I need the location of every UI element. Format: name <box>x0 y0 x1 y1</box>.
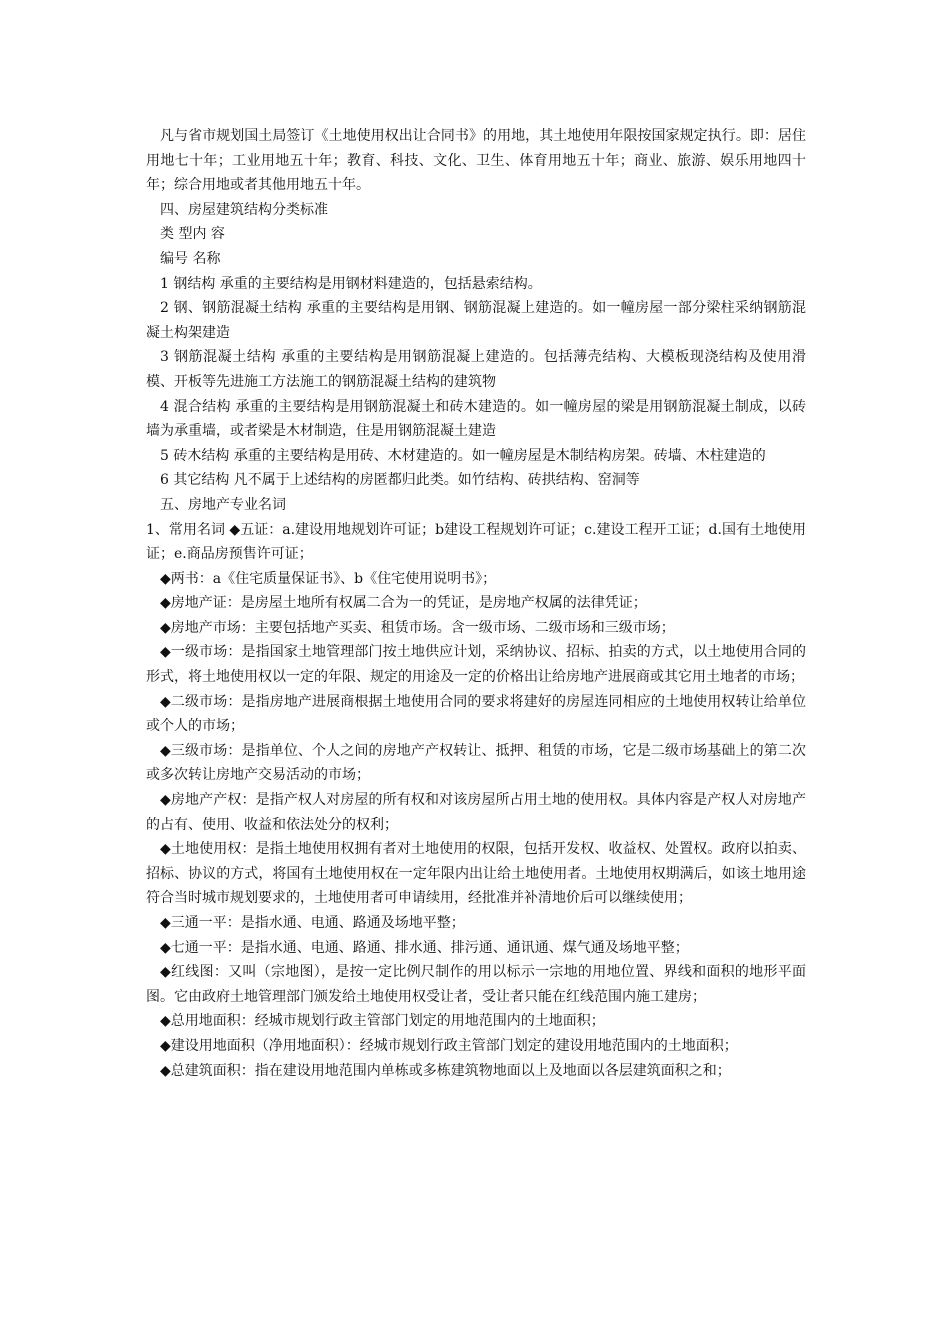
term-five-certificates: 1、常用名词 ◆五证：a.建设用地规划许可证；b建设工程规划许可证；c.建设工程开工证；d.国有土地使用证；e.商品房预售许可证； <box>146 521 806 563</box>
term-property-rights: ◆房地产产权：是指产权人对房屋的所有权和对该房屋所占用土地的使用权。具体内容是产权人对房地产的占有、使用、收益和依法处分的权利； <box>146 792 806 833</box>
term-property-certificate: ◆房地产证：是房屋土地所有权属二合为一的凭证，是房地产权属的法律凭证； <box>160 595 647 612</box>
term-seven-connections: ◆七通一平：是指水通、电通、路通、排水通、排污通、通讯通、煤气通及场地平整； <box>160 939 689 956</box>
term-red-line-map: ◆红线图：又叫（宗地图），是按一定比例尺制作的用以标示一宗地的用地位置、界线和面积的地形平面图。它由政府土地管理部门颁发给土地使用权受让者，受让者只能在红线范围内施工建房； <box>146 964 806 1005</box>
table-header-number-name: 编号 名称 <box>160 250 221 267</box>
structure-item-2: 2 钢、钢筋混凝土结构 承重的主要结构是用钢、钢筋混凝上建造的。如一幢房屋一部分梁柱采纳钢筋混凝土构架建造 <box>146 300 806 341</box>
structure-item-3: 3 钢筋混凝土结构 承重的主要结构是用钢筋混凝上建造的。包括薄壳结构、大模板现浇结构及使用滑模、开板等先进施工方法施工的钢筋混凝土结构的建筑物 <box>146 349 806 390</box>
term-total-floor-area: ◆总建筑面积：指在建设用地范围内单栋或多栋建筑物地面以上及地面以各层建筑面积之和； <box>160 1062 731 1079</box>
structure-item-6: 6 其它结构 凡不属于上述结构的房匿都归此类。如竹结构、砖拱结构、窑洞等 <box>160 472 640 489</box>
term-construction-land-area: ◆建设用地面积（净用地面积）：经城市规划行政主管部门划定的建设用地范围内的土地面积； <box>160 1037 738 1054</box>
term-two-books: ◆两书：a《住宅质量保证书》、b《住宅使用说明书》； <box>160 570 497 587</box>
term-primary-market: ◆一级市场：是指国家土地管理部门按土地供应计划，采纳协议、招标、拍卖的方式，以土地使用合同的形式，将土地使用权以一定的年限、规定的用途及一定的价格出让给房地产进展商或其它用土地者的市场； <box>146 644 806 686</box>
term-secondary-market: ◆二级市场：是指房地产进展商根据土地使用合同的要求将建好的房屋连同相应的土地使用权转让给单位或个人的市场； <box>146 693 806 735</box>
section-heading-structure: 四、房屋建筑结构分类标准 <box>160 201 328 218</box>
table-header-type-content: 类 型内 容 <box>160 226 225 243</box>
document-body <box>146 124 806 1083</box>
term-three-connections: ◆三通一平：是指水通、电通、路通及场地平整； <box>160 915 465 931</box>
structure-item-4: 4 混合结构 承重的主要结构是用钢筋混凝土和砖木建造的。如一幢房屋的梁是用钢筋混凝土制成，以砖墙为承重墙，或者梁是木材制造，住是用钢筋混凝土建造 <box>146 398 806 440</box>
term-total-land-area: ◆总用地面积：经城市规划行政主管部门划定的用地范围内的土地面积； <box>160 1013 605 1030</box>
term-tertiary-market: ◆三级市场：是指单位、个人之间的房地产产权转让、抵押、租赁的市场，它是二级市场基础上的第二次或多次转让房地产交易活动的市场； <box>146 742 806 784</box>
section-heading-terms: 五、房地产专业名词 <box>160 496 286 513</box>
structure-item-5: 5 砖木结构 承重的主要结构是用砖、木材建造的。如一幢房屋是木制结构房架。砖墙、木柱建造的 <box>160 447 766 464</box>
term-real-estate-market: ◆房地产市场：主要包括地产买卖、租赁市场。含一级市场、二级市场和三级市场； <box>160 619 675 636</box>
paragraph-land-use-term: 凡与省市规划国土局签订《土地使用权出让合同书》的用地，其土地使用年限按国家规定执行。即：居住用地七十年；工业用地五十年；教育、科技、文化、卫生、体育用地五十年；商业、旅游、娱乐用地四十年；综合用地或者其他用地五十年。 <box>146 128 806 194</box>
term-land-use-right: ◆土地使用权：是指土地使用权拥有者对土地使用的权限，包括开发权、收益权、处置权。政府以拍卖、招标、协议的方式，将国有土地使用权在一定年限内出让给土地使用者。土地使用权期满后，如该土地用途符合当时城市规划要求的，土地使用者可申请续用，经批准并补清地价后可以继续使用； <box>146 841 806 907</box>
structure-item-1: 1 钢结构 承重的主要结构是用钢材料建造的，包括悬索结构。 <box>160 275 542 292</box>
